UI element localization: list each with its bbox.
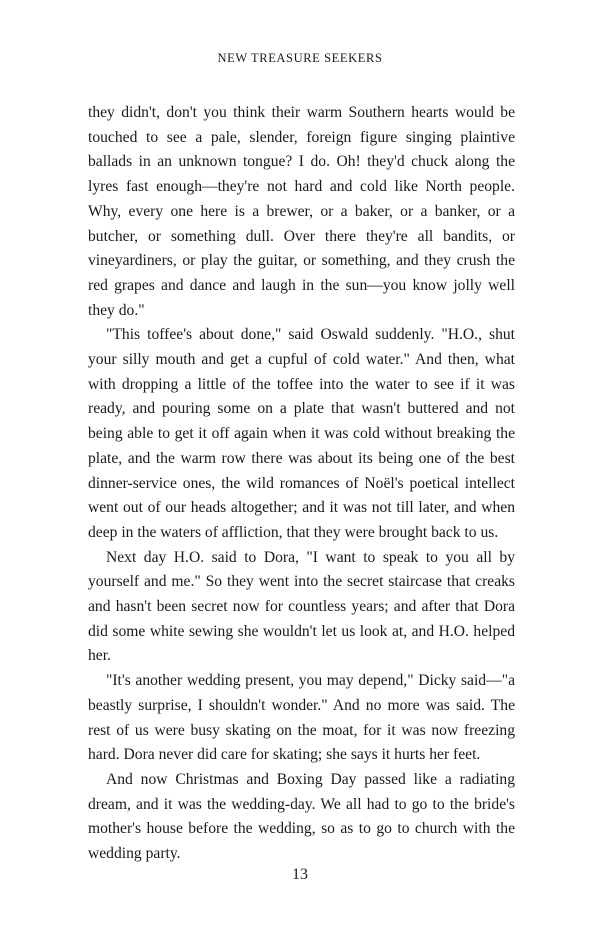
body-text	[88, 101, 515, 867]
paragraph: "This toffee's about done," said Oswald suddenly. "H.O., shut your silly mouth and get a cupful of cold water." And then, what with dropping a little of the toffee into the water to see if it was ready, and pouring some on a plate that wasn't buttered and not being able to get it off again when it was cold without breaking the plate, and the warm row there was about its being one of the best dinner-service ones, the wild romances of Noël's poetical intellect went out of our heads altogether; and it was not till later, and when deep in the waters of affliction, that they were brought back to us.	[88, 326, 515, 541]
running-head: NEW TREASURE SEEKERS	[217, 51, 383, 65]
paragraph: they didn't, don't you think their warm Southern hearts would be touched to see a pale, slender, foreign figure singing plaintive ballads in an unknown tongue? I do. Oh! they'd chuck along the lyres fast enough—they're not hard and cold like North people. Why, every one here is a brewer, or a baker, or a banker, or a butcher, or something dull. Over there they're all bandits, or vineyardiners, or play the guitar, or something, and they crush the red grapes and dance and laugh in the sun—you know jolly well they do."	[88, 104, 515, 319]
paragraph: Next day H.O. said to Dora, "I want to speak to you all by yourself and me." So they went into the secret staircase that creaks and hasn't been secret now for countless years; and after that Dora did some white sewing she wouldn't let us look at, and H.O. helped her.	[88, 548, 515, 665]
paragraph: "It's another wedding present, you may depend," Dicky said—"a beastly surprise, I shouldn't wonder." And no more was said. The rest of us were busy skating on the moat, for it was now freezing hard. Dora never did care for skating; she says it hurts her feet.	[88, 672, 515, 764]
paragraph: And now Christmas and Boxing Day passed like a radiating dream, and it was the wedding-day. We all had to go to the bride's mother's house before the wedding, so as to go to church with the wedding party.	[88, 770, 515, 863]
page-number: 13	[292, 866, 308, 883]
